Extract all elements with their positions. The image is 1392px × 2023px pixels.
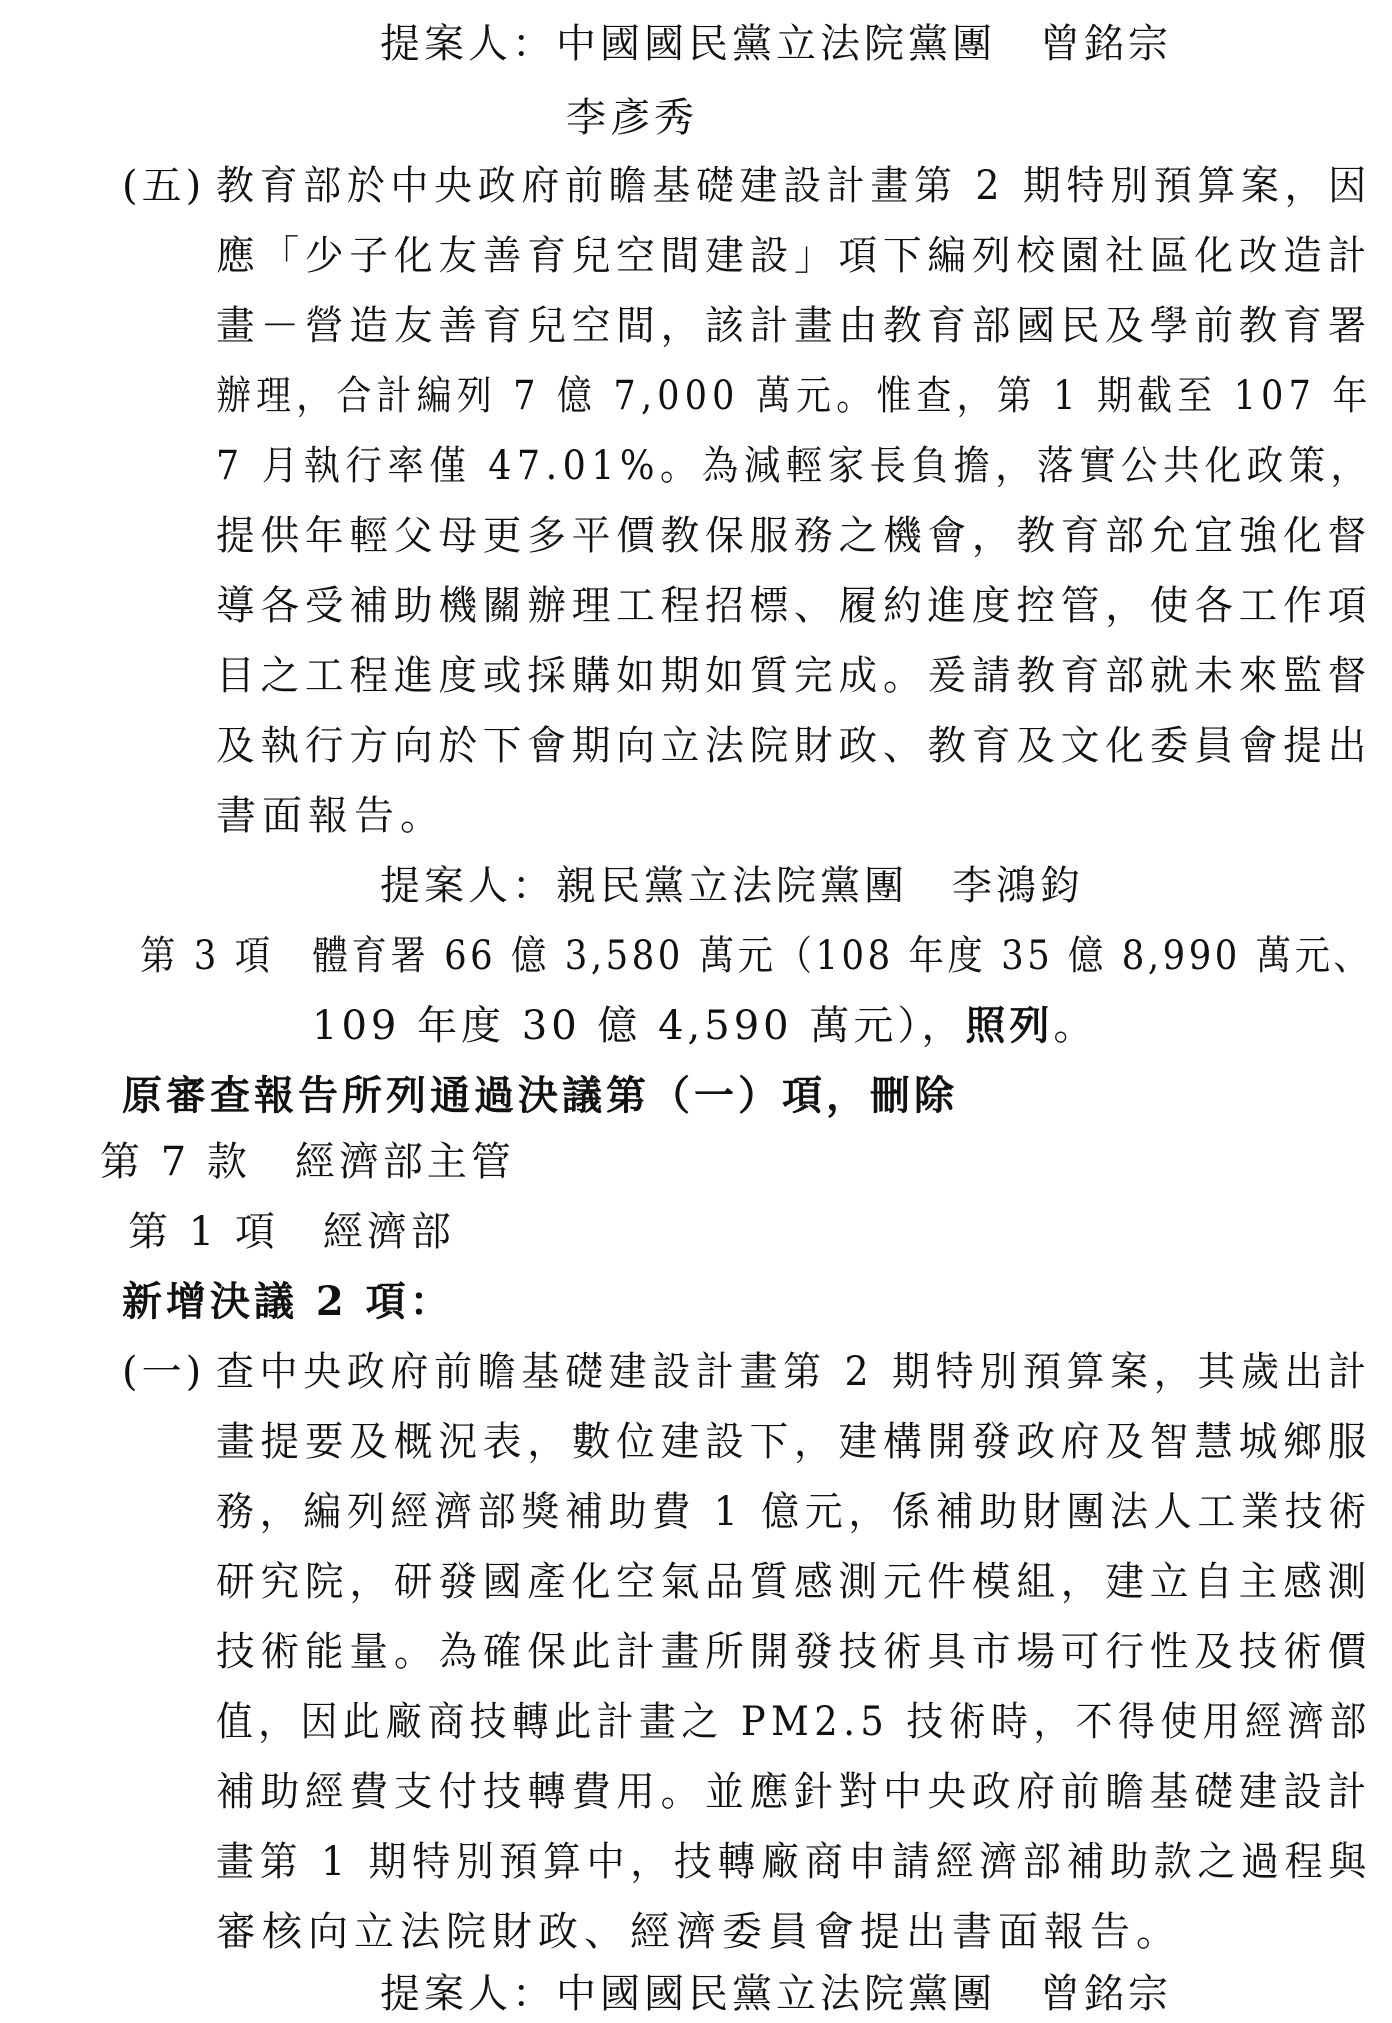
budget-item-line: 第 3 項 體育署 66 億 3,580 萬元（108 年度 35 億 8,990 萬元、	[140, 933, 1373, 979]
paragraph-line: 辦理，合計編列 7 億 7,000 萬元。惟查，第 1 期截至 107 年	[216, 373, 1373, 419]
paragraph-line: 研究院，研發國產化空氣品質感測元件模組，建立自主感測	[216, 1559, 1373, 1605]
paragraph-line: 及執行方向於下會期向立法院財政、教育及文化委員會提出	[216, 723, 1373, 769]
paragraph-line: 教育部於中央政府前瞻基礎建設計畫第 2 期特別預算案，因	[216, 163, 1372, 209]
paragraph-line: 書面報告。	[216, 793, 446, 839]
proposer-cosigner: 李彥秀	[566, 95, 698, 141]
paragraph-line: 值，因此廠商技轉此計畫之 PM2.5 技術時，不得使用經濟部	[216, 1699, 1372, 1745]
subsection-heading: 第 1 項 經濟部	[128, 1209, 455, 1255]
budget-amount-text: 109 年度 30 億 4,590 萬元），	[312, 1003, 966, 1049]
paragraph-line: 目之工程進度或採購如期如質完成。爰請教育部就未來監督	[216, 653, 1373, 699]
budget-item-line-2	[312, 1002, 1097, 1050]
item-label: (五)	[122, 163, 206, 209]
paragraph-line: 畫－營造友善育兒空間，該計畫由教育部國民及學前教育署	[216, 303, 1373, 349]
resolution-delete-heading: 原審查報告所列通過決議第（一）項，刪除	[122, 1072, 958, 1119]
proposer-line: 提案人：中國國民黨立法院黨團 曾銘宗	[380, 21, 1172, 67]
proposer-line: 提案人：中國國民黨立法院黨團 曾銘宗	[380, 1971, 1172, 2017]
paragraph-line: 務，編列經濟部獎補助費 1 億元，係補助財團法人工業技術	[216, 1489, 1372, 1535]
paragraph-line: 審核向立法院財政、經濟委員會提出書面報告。	[216, 1909, 1182, 1955]
paragraph-line: 技術能量。為確保此計畫所開發技術具市場可行性及技術價	[216, 1629, 1373, 1675]
approved-label: 照列	[965, 1002, 1054, 1049]
proposer-line: 提案人：親民黨立法院黨團 李鴻鈞	[380, 863, 1084, 909]
period-text: 。	[1053, 1003, 1098, 1049]
paragraph-line: 查中央政府前瞻基礎建設計畫第 2 期特別預算案，其歲出計	[216, 1349, 1372, 1395]
paragraph-line: 導各受補助機關辦理工程招標、履約進度控管，使各工作項	[216, 583, 1373, 629]
paragraph-line: 畫第 1 期特別預算中，技轉廠商申請經濟部補助款之過程與	[216, 1839, 1372, 1885]
new-resolution-heading: 新增決議 2 項：	[122, 1278, 454, 1325]
paragraph-line: 應「少子化友善育兒空間建設」項下編列校園社區化改造計	[216, 233, 1373, 279]
item-label: (一)	[122, 1349, 206, 1395]
paragraph-line: 提供年輕父母更多平價教保服務之機會，教育部允宜強化督	[216, 513, 1373, 559]
paragraph-line: 畫提要及概況表，數位建設下，建構開發政府及智慧城鄉服	[216, 1419, 1373, 1465]
paragraph-line: 補助經費支付技轉費用。並應針對中央政府前瞻基礎建設計	[216, 1769, 1373, 1815]
paragraph-line: 7 月執行率僅 47.01%。為減輕家長負擔，落實公共化政策，	[216, 443, 1373, 489]
section-heading: 第 7 款 經濟部主管	[100, 1139, 515, 1185]
